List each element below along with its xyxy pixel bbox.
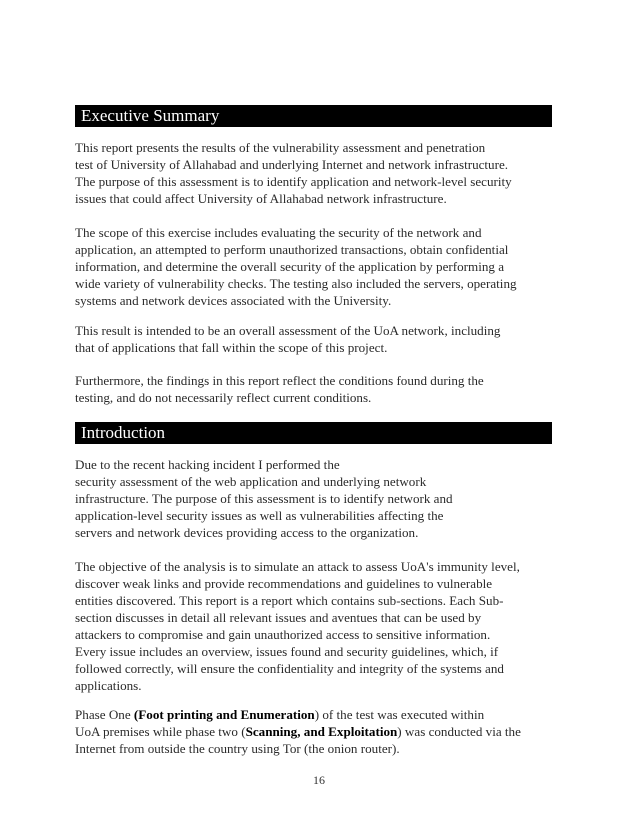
phase-one-bold-text: (Foot printing and Enumeration (133, 707, 315, 722)
text-line: Due to the recent hacking incident I performed the (75, 457, 340, 472)
text-line: The purpose of this assessment is to identify application and network-level security (75, 174, 512, 189)
text-run: Phase One (75, 707, 134, 722)
text-line: entities discovered. This report is a report which contains sub-sections. Each Sub- (75, 593, 504, 608)
introduction-heading: Introduction (75, 422, 552, 444)
text-line: followed correctly, will ensure the confidentiality and integrity of the systems and (75, 661, 504, 676)
text-line: servers and network devices providing access to the organization. (75, 525, 419, 540)
text-line: test of University of Allahabad and underlying Internet and network infrastructure. (75, 157, 509, 172)
text-line: that of applications that fall within the scope of this project. (75, 340, 388, 355)
executive-summary-heading: Executive Summary (75, 105, 552, 127)
text-line: infrastructure. The purpose of this assessment is to identify network and (75, 491, 453, 506)
text-line (75, 706, 521, 723)
text-run: UoA premises while phase two ( (75, 724, 246, 739)
text-line: security assessment of the web application and underlying network (75, 474, 427, 489)
text-line: Furthermore, the findings in this report reflect the conditions found during the (75, 373, 484, 388)
text-line: information, and determine the overall security of the application by performing a (75, 259, 505, 274)
text-line: testing, and do not necessarily reflect current conditions. (75, 390, 372, 405)
text-line: This result is intended to be an overall assessment of the UoA network, including (75, 323, 501, 338)
text-line: This report presents the results of the vulnerability assessment and penetration (75, 140, 486, 155)
exec-summary-paragraph-3 (75, 322, 500, 356)
text-line (75, 723, 521, 740)
phase-two-bold-text: Scanning, and Exploitation (245, 724, 398, 739)
introduction-paragraph-1 (75, 456, 453, 541)
text-run: ) was conducted via the (397, 724, 521, 739)
exec-summary-paragraph-2 (75, 224, 517, 309)
text-line: applications. (75, 678, 142, 693)
text-line: discover weak links and provide recommendations and guidelines to vulnerable (75, 576, 493, 591)
text-line: Internet from outside the country using Tor (the onion router). (75, 741, 400, 756)
text-line: wide variety of vulnerability checks. The testing also included the servers, operating (75, 276, 517, 291)
text-line: The scope of this exercise includes evaluating the security of the network and (75, 225, 482, 240)
page-number: 16 (313, 773, 325, 787)
exec-summary-paragraph-1 (75, 139, 512, 207)
exec-summary-paragraph-4 (75, 372, 484, 406)
text-line: section discusses in detail all relevant issues and aventues that can be used by (75, 610, 482, 625)
text-line: Every issue includes an overview, issues found and security guidelines, which, if (75, 644, 499, 659)
text-run: ) of the test was executed within (314, 707, 485, 722)
text-line: The objective of the analysis is to simulate an attack to assess UoA's immunity level, (75, 559, 520, 574)
introduction-paragraph-3 (75, 706, 521, 757)
text-line: application-level security issues as well as vulnerabilities affecting the (75, 508, 444, 523)
introduction-paragraph-2 (75, 558, 520, 694)
text-line: issues that could affect University of Allahabad network infrastructure. (75, 191, 447, 206)
text-line: application, an attempted to perform unauthorized transactions, obtain confidential (75, 242, 509, 257)
text-line: attackers to compromise and gain unauthorized access to sensitive information. (75, 627, 491, 642)
text-line: systems and network devices associated with the University. (75, 293, 392, 308)
